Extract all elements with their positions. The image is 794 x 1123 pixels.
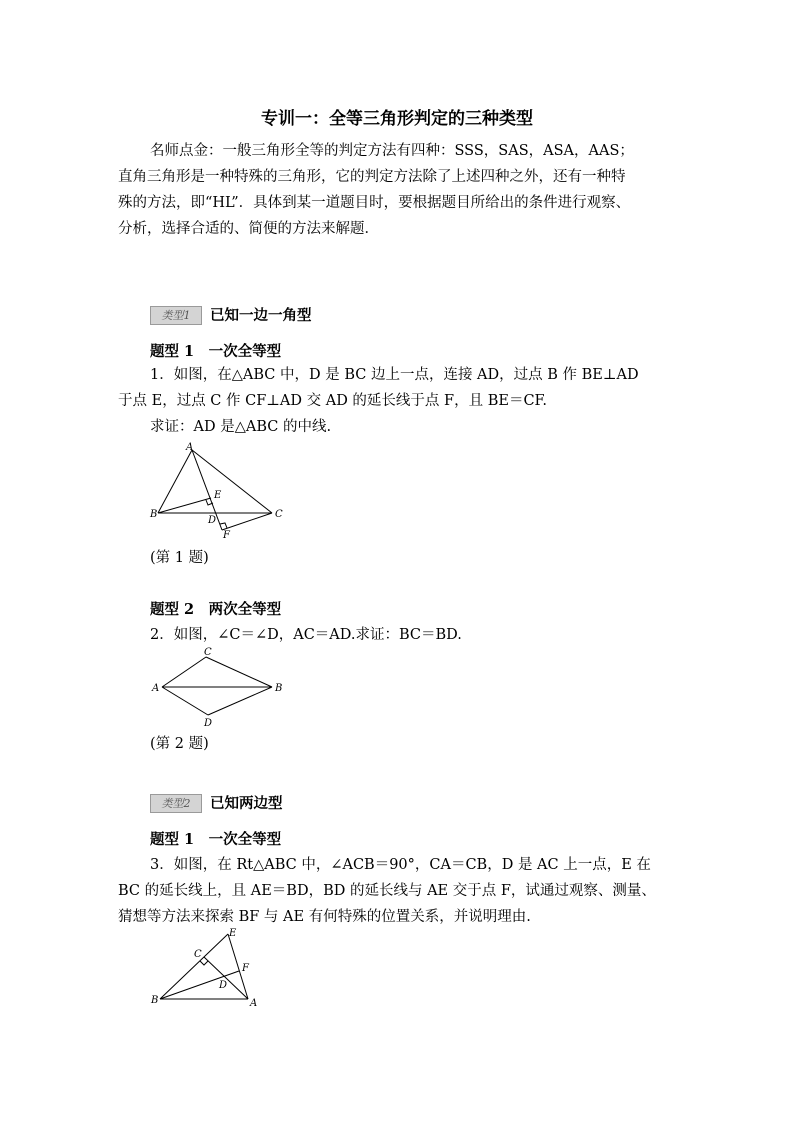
type2-heading: 已知两边型	[210, 795, 283, 812]
page-title: 专训一：全等三角形判定的三种类型	[261, 109, 533, 129]
intro-line-2: 直角三角形是一种特殊的三角形，它的判定方法除了上述四种之外，还有一种特	[118, 169, 626, 185]
figure-3	[148, 926, 268, 1012]
fig3-label-F: F	[242, 963, 249, 974]
fig1-seg-BE	[158, 498, 211, 513]
fig3-seg-BF	[160, 971, 239, 999]
fig3-label-C: C	[194, 949, 202, 960]
fig1-label-F: F	[223, 530, 230, 540]
fig2-label-C: C	[204, 647, 212, 658]
fig2-seg-CB	[206, 657, 272, 687]
fig2-label-D: D	[204, 718, 213, 729]
fig2-label-B: B	[275, 683, 283, 694]
intro-line-1: 名师点金：一般三角形全等的判定方法有四种：SSS，SAS，ASA，AAS；	[150, 143, 634, 159]
q2-line-1: 2．如图，∠C＝∠D，AC＝AD.求证：BC＝BD.	[150, 627, 462, 643]
figure-2	[148, 645, 298, 730]
fig3-label-D: D	[219, 980, 228, 991]
fig1-seg-AB	[158, 450, 192, 513]
fig2-seg-AC	[162, 657, 206, 687]
fig2-caption: (第 2 题)	[150, 736, 209, 752]
fig3-label-E: E	[229, 928, 237, 939]
q3-line-2: BC 的延长线上，且 AE＝BD，BD 的延长线与 AE 交于点 F，试通过观察、测量、	[118, 883, 656, 899]
fig1-label-E: E	[214, 490, 222, 501]
type1-header	[150, 304, 312, 325]
type2-sub1: 题型 1 一次全等型	[150, 831, 282, 848]
fig1-seg-CF	[222, 513, 272, 530]
fig2-seg-DB	[208, 687, 272, 715]
fig1-caption: (第 1 题)	[150, 550, 209, 566]
q1-line-2: 于点 E，过点 C 作 CF⊥AD 交 AD 的延长线于点 F，且 BE＝CF.	[118, 393, 547, 409]
fig1-label-C: C	[275, 509, 283, 520]
fig1-label-B: B	[150, 509, 158, 520]
type2-badge: 类型2	[150, 794, 202, 813]
intro-line-3: 殊的方法，即“HL”．具体到某一道题目时，要根据题目所给出的条件进行观察、	[118, 195, 631, 211]
fig2-seg-AD	[162, 687, 208, 715]
fig3-right-angle-C	[200, 961, 208, 965]
type1-sub1: 题型 1 一次全等型	[150, 343, 282, 360]
type1-sub2: 题型 2 两次全等型	[150, 601, 282, 618]
type1-heading: 已知一边一角型	[210, 307, 312, 324]
fig3-seg-BE	[160, 934, 228, 999]
type1-badge: 类型1	[150, 306, 202, 325]
fig1-label-A: A	[186, 442, 194, 453]
figure-1	[148, 440, 298, 540]
q1-line-3: 求证：AD 是△ABC 的中线.	[150, 419, 332, 435]
q3-line-1: 3．如图，在 Rt△ABC 中，∠ACB＝90°，CA＝CB，D 是 AC 上一点，E 在	[150, 857, 651, 873]
q3-line-3: 猜想等方法来探索 BF 与 AE 有何特殊的位置关系，并说明理由.	[118, 909, 531, 925]
q1-line-1: 1．如图，在△ABC 中，D 是 BC 边上一点，连接 AD，过点 B 作 BE⊥AD	[150, 367, 639, 383]
type2-header	[150, 792, 283, 813]
fig3-label-B: B	[151, 995, 159, 1006]
fig1-label-D: D	[208, 515, 217, 526]
fig3-label-A: A	[250, 998, 258, 1009]
fig2-label-A: A	[152, 683, 160, 694]
intro-line-4: 分析，选择合适的、简便的方法来解题．	[118, 221, 379, 237]
